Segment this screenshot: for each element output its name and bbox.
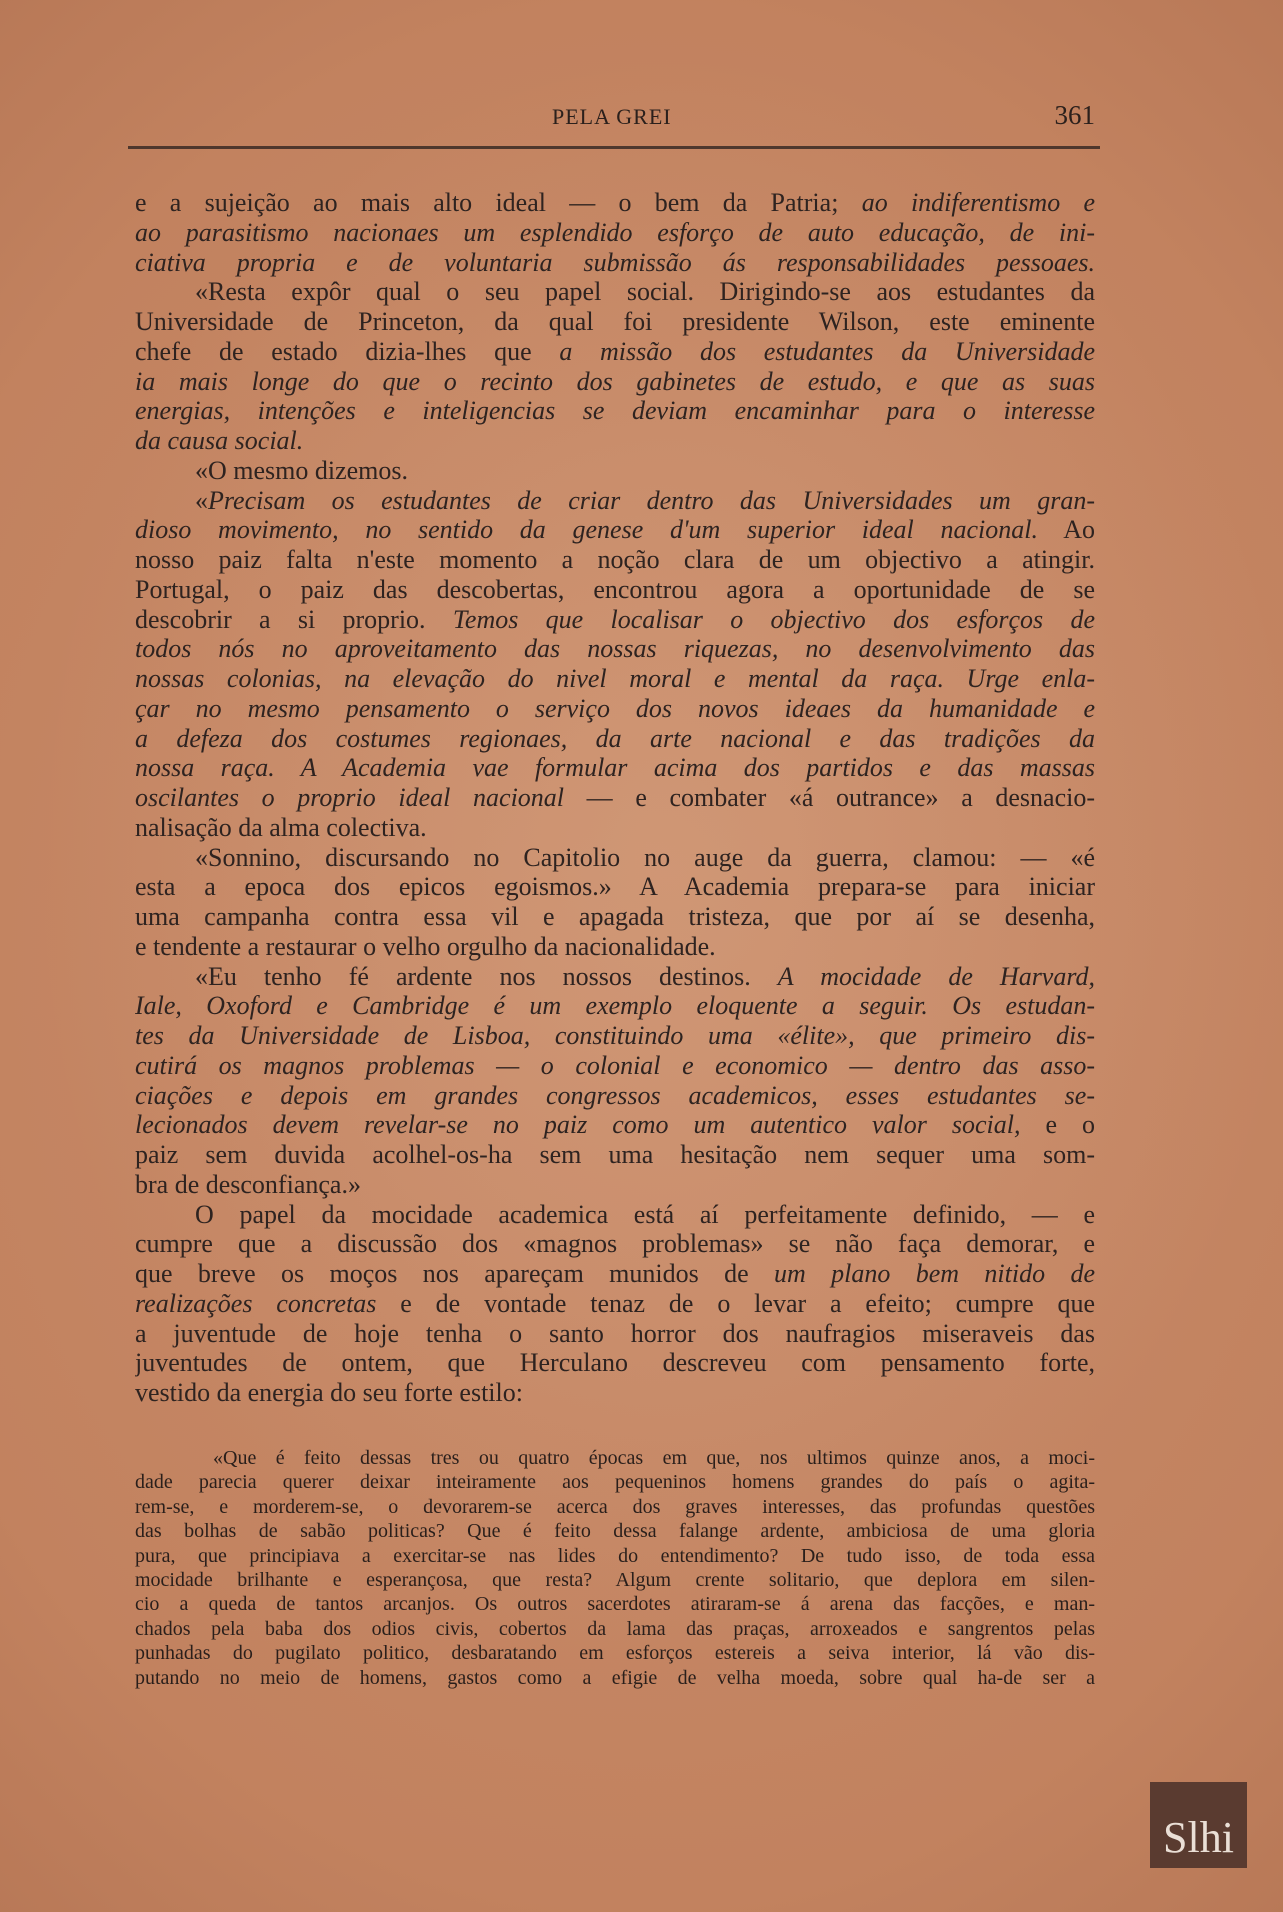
text-line — [135, 396, 1095, 426]
text-line — [135, 1348, 1095, 1378]
text-run: e o — [1020, 1110, 1095, 1140]
text-line — [135, 991, 1095, 1021]
text-line — [135, 1617, 1095, 1641]
text-line — [135, 1378, 1095, 1408]
text-run: rem-se, e morderem-se, o devorarem-se acerca dos graves interesses, das profundas questões — [135, 1495, 1095, 1518]
italic-text-run: çar no mesmo pensamento o serviço dos novos ideaes da humanidade e — [135, 693, 1095, 723]
text-line — [135, 1110, 1095, 1140]
text-run: chefe de estado dizia-lhes que — [135, 336, 560, 366]
text-run: juventudes de ontem, que Herculano descreveu com pensamento forte, — [135, 1348, 1095, 1378]
text-line — [135, 248, 1095, 278]
text-line — [135, 1200, 1095, 1230]
text-run: Universidade de Princeton, da qual foi presidente Wilson, este eminente — [135, 307, 1095, 336]
text-line — [135, 962, 1095, 992]
text-line — [135, 634, 1095, 664]
library-logo — [1150, 1782, 1247, 1868]
text-line — [135, 1140, 1095, 1170]
body-text — [135, 188, 1095, 1408]
paragraph-list — [135, 277, 1095, 1408]
text-line — [135, 783, 1095, 813]
text-line — [135, 694, 1095, 724]
text-line — [135, 1666, 1095, 1690]
text-line — [135, 307, 1095, 337]
text-line — [135, 426, 1095, 456]
paragraph — [135, 843, 1095, 962]
italic-text-run: nossa raça. A Academia vae formular acima dos partidos e das massas — [135, 753, 1095, 783]
italic-text-run: todos nós no aproveitamento das nossas riquezas, no desenvolvimento das — [135, 634, 1095, 664]
text-run: — e combater «á outrance» a desnacio- — [564, 783, 1095, 812]
italic-text-run: Iale, Oxoford e Cambridge é um exemplo eloquente a seguir. Os estudan- — [135, 991, 1095, 1021]
text-run: e a sujeição ao mais alto ideal — o bem da Patria; — [135, 188, 862, 217]
italic-text-run: tes da Universidade de Lisboa, constituindo uma «élite», que primeiro dis- — [135, 1021, 1095, 1050]
italic-text-run: ao parasitismo nacionaes um esplendido esforço de auto educação, de ini- — [135, 217, 1095, 247]
text-line — [135, 1319, 1095, 1349]
text-line — [135, 575, 1095, 605]
text-run: paiz sem duvida acolhel-os-ha sem uma hesitação nem sequer uma som- — [135, 1140, 1095, 1169]
text-line — [135, 456, 1095, 486]
italic-text-run: da causa social. — [135, 426, 304, 455]
text-run: uma campanha contra essa vil e apagada tristeza, que por aí se desenha, — [135, 902, 1095, 931]
italic-text-run: ao indiferentismo e — [861, 188, 1095, 217]
footnote-quotation — [135, 1446, 1095, 1690]
text-line — [135, 515, 1095, 545]
text-line — [135, 1446, 1095, 1470]
text-run: chados pela baba dos odios civis, cobertos da lama das praças, arroxeados e sangrentos pelas — [135, 1617, 1095, 1640]
text-line — [135, 1641, 1095, 1665]
text-line — [135, 1259, 1095, 1289]
continued-paragraph — [135, 188, 1095, 277]
italic-text-run: um plano bem nitido de — [774, 1259, 1095, 1288]
text-line — [135, 932, 1095, 962]
text-run: das bolhas de sabão politicas? Que é feito dessa falange ardente, ambiciosa de uma gloria — [135, 1520, 1095, 1543]
text-line — [135, 337, 1095, 367]
running-title: PELA GREI — [552, 104, 672, 129]
text-run: putando no meio de homens, gastos como a efigie de velha moeda, sobre qual ha-de ser a — [135, 1666, 1095, 1689]
text-run: «Eu tenho fé ardente nos nossos destinos. — [195, 961, 778, 991]
text-run: «Sonnino, discursando no Capitolio no auge da guerra, clamou: — «é — [195, 842, 1095, 872]
text-line — [135, 1021, 1095, 1051]
text-run: « — [195, 485, 208, 515]
italic-text-run: Temos que localisar o objectivo dos esforços de — [452, 604, 1095, 634]
text-line — [135, 1051, 1095, 1081]
text-line — [135, 872, 1095, 902]
paragraph — [135, 277, 1095, 456]
text-run: dade parecia querer deixar inteiramente aos pequeninos homens grandes do país o agita- — [135, 1471, 1095, 1494]
italic-text-run: lecionados devem revelar-se no paiz como um autentico valor social, — [135, 1110, 1021, 1140]
text-run: vestido da energia do seu forte estilo: — [135, 1378, 523, 1407]
text-line — [135, 664, 1095, 694]
text-line — [135, 1495, 1095, 1519]
italic-text-run: cutirá os magnos problemas — o colonial e economico — dentro das asso- — [135, 1050, 1095, 1080]
paragraph — [135, 1200, 1095, 1408]
text-line — [135, 218, 1095, 248]
text-line — [135, 1544, 1095, 1568]
text-line — [135, 1470, 1095, 1494]
text-line — [135, 605, 1095, 635]
text-run: punhadas do pugilato politico, desbaratando em esforços estereis a seiva interior, lá vão dis- — [135, 1642, 1095, 1665]
italic-text-run: energias, intenções e inteligencias se deviam encaminhar para o interesse — [135, 396, 1095, 426]
text-run: e tendente a restaurar o velho orgulho da nacionalidade. — [135, 931, 716, 961]
text-run: nosso paiz falta n'este momento a noção clara de um objectivo a atingir. — [135, 545, 1095, 574]
text-run: nalisação da alma colectiva. — [135, 812, 427, 842]
text-run: «O mesmo dizemos. — [195, 455, 409, 485]
text-line — [135, 902, 1095, 932]
text-line — [135, 813, 1095, 843]
text-run: descobrir a si proprio. — [135, 604, 453, 634]
text-run: pura, que principiava a exercitar-se nas lides do entendimento? De tudo isso, de toda essa — [135, 1544, 1095, 1567]
italic-text-run: a defeza dos costumes regionaes, da arte nacional e das tradições da — [135, 723, 1095, 753]
text-run: a juventude de hoje tenha o santo horror dos naufragios miseraveis das — [135, 1318, 1095, 1348]
paragraph — [135, 486, 1095, 843]
text-run: esta a epoca dos epicos egoismos.» A Academia prepara-se para iniciar — [135, 872, 1095, 902]
text-line — [135, 277, 1095, 307]
text-run: O papel da mocidade academica está aí perfeitamente definido, — e — [195, 1199, 1095, 1229]
text-run: «Que é feito dessas tres ou quatro épocas em que, nos ultimos quinze anos, a moci- — [213, 1447, 1095, 1469]
text-line — [135, 545, 1095, 575]
text-line — [135, 753, 1095, 783]
italic-text-run: Precisam os estudantes de criar dentro das Universidades um gran- — [208, 485, 1095, 515]
italic-text-run: realizações concretas — [135, 1288, 377, 1318]
header-rule — [128, 146, 1100, 149]
text-line — [135, 1229, 1095, 1259]
text-run: Portugal, o paiz das descobertas, encontrou agora a oportunidade de se — [135, 574, 1095, 604]
italic-text-run: ciativa propria e de voluntaria submissão ás responsabilidades pessoaes. — [135, 247, 1095, 277]
italic-text-run: a missão dos estudantes da Universidade — [559, 336, 1095, 366]
text-line — [135, 188, 1095, 218]
text-run: «Resta expôr qual o seu papel social. Dirigindo-se aos estudantes da — [195, 277, 1095, 307]
text-line — [135, 1081, 1095, 1111]
text-run: cio a queda de tantos arcanjos. Os outros sacerdotes atiraram-se á arena das facções, e man- — [135, 1593, 1095, 1616]
text-run: e de vontade tenaz de o levar a efeito; cumpre que — [376, 1288, 1095, 1318]
italic-text-run: dioso movimento, no sentido da genese d'um superior ideal nacional. — [135, 515, 1038, 545]
text-line — [135, 1568, 1095, 1592]
italic-text-run: ia mais longe do que o recinto dos gabinetes de estudo, e que as suas — [135, 366, 1095, 396]
italic-text-run: ciações e depois em grandes congressos academicos, esses estudantes se- — [135, 1080, 1095, 1110]
text-run: que breve os moços nos apareçam munidos de — [135, 1259, 775, 1288]
italic-text-run: oscilantes o proprio ideal nacional — [135, 783, 565, 812]
italic-text-run: nossas colonias, na elevação do nivel moral e mental da raça. Urge enla- — [135, 664, 1095, 693]
paragraph — [135, 962, 1095, 1200]
logo-text: Slhi — [1163, 1813, 1234, 1862]
text-line — [135, 1170, 1095, 1200]
text-run: cumpre que a discussão dos «magnos problemas» se não faça demorar, e — [135, 1229, 1095, 1259]
italic-text-run: A mocidade de Harvard, — [777, 961, 1095, 991]
text-run: Ao — [1037, 515, 1095, 545]
paragraph — [135, 456, 1095, 486]
text-run: mocidade brilhante e esperançosa, que resta? Algum crente solitario, que deplora em silen- — [135, 1568, 1095, 1591]
text-line — [135, 486, 1095, 516]
page-number: 361 — [1054, 100, 1095, 130]
text-line — [135, 1519, 1095, 1543]
text-line — [135, 843, 1095, 873]
text-line — [135, 1289, 1095, 1319]
text-run: bra de desconfiança.» — [135, 1169, 361, 1199]
text-line — [135, 1592, 1095, 1616]
text-line — [135, 367, 1095, 397]
text-line — [135, 724, 1095, 754]
